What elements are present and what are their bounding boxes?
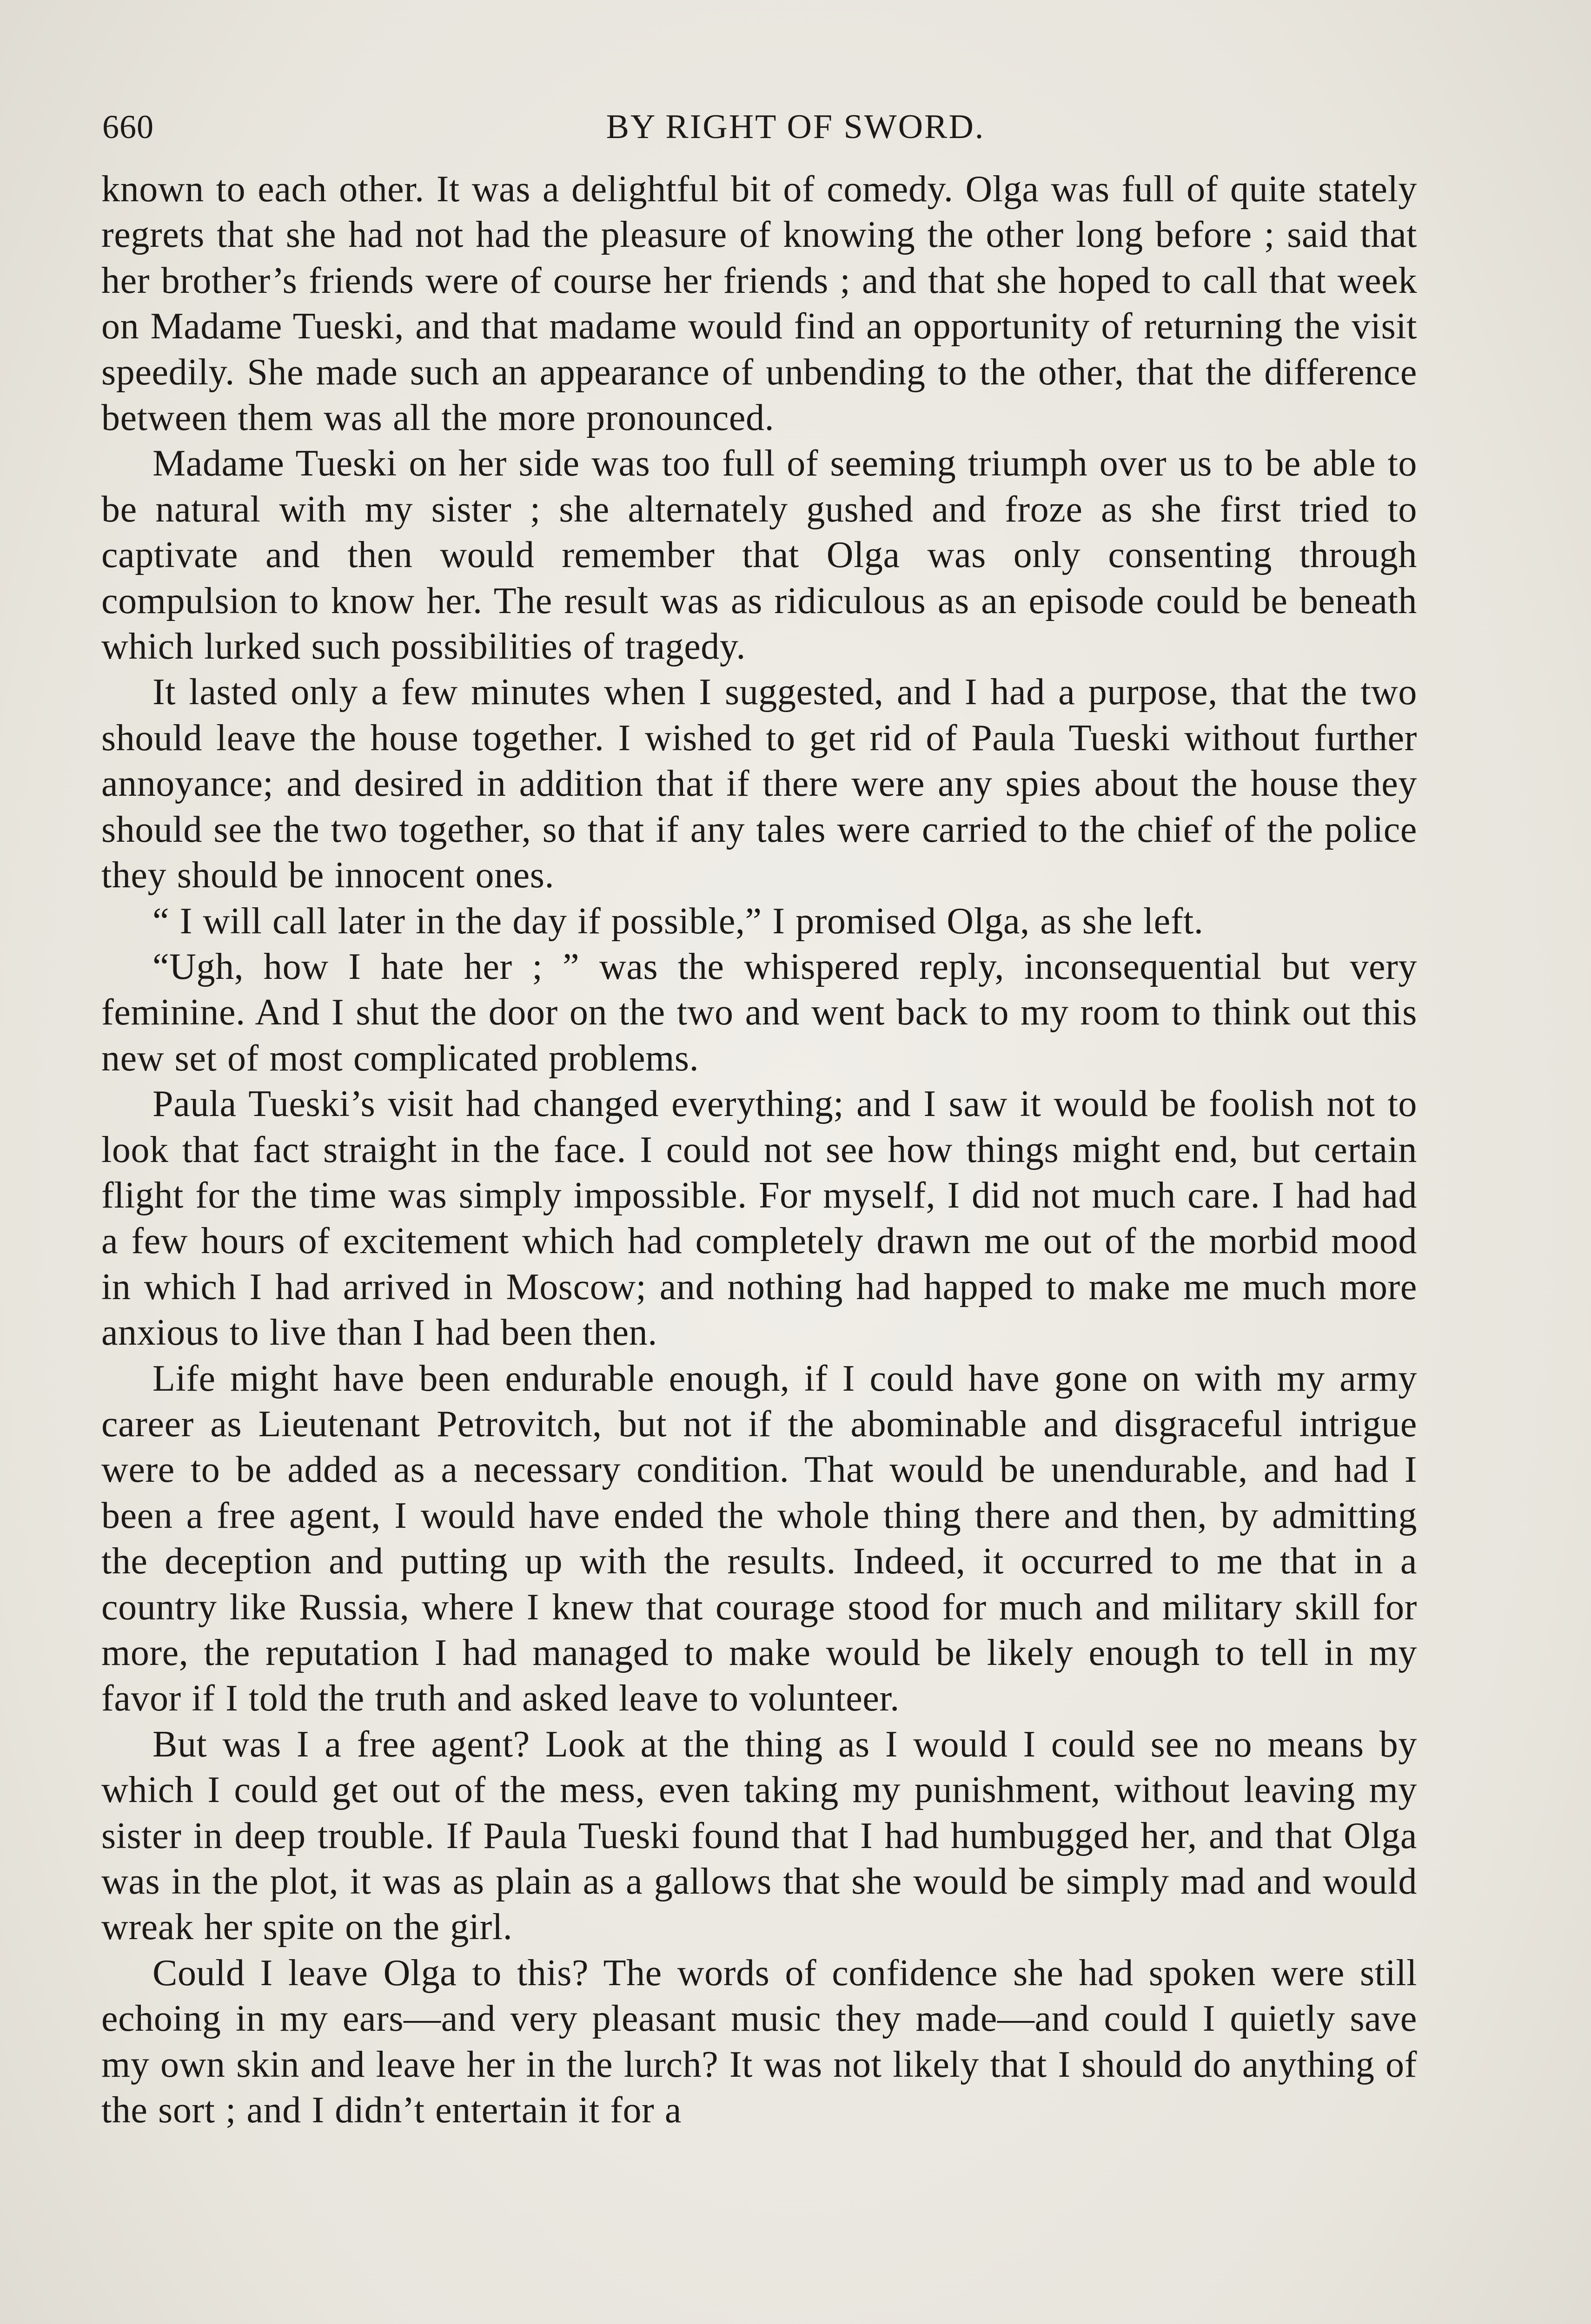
paragraph: Paula Tueski’s visit had changed everything; and I saw it would be foolish not to look that fact straight in the face. I could not see how things might end, but certain flight for the time was simply impossible. For myself, I did not much care. I had had a few hours of excitement which had completely drawn me out of the morbid mood in which I had arrived in Moscow; and nothing had happed to make me much more anxious to live than I had been then. bbox=[101, 1083, 1417, 1353]
page-number: 660 bbox=[102, 108, 154, 145]
paragraph: “ I will call later in the day if possible,” I promised Olga, as she left. bbox=[152, 900, 1204, 942]
paragraph: It lasted only a few minutes when I suggested, and I had a purpose, that the two should leave the house together. I wished to get rid of Paula Tueski without further annoyance; and desired in addition that if there were any spies about the house they should see the two together, so that if any tales were carried to the chief of the police they should be innocent ones. bbox=[101, 672, 1417, 896]
paragraph: “Ugh, how I hate her ; ” was the whispered reply, inconsequential but very feminine. And I shut the door on the two and went back to my room to think out this new set of most complicated problems. bbox=[101, 946, 1417, 1079]
paragraph: Could I leave Olga to this? The words of confidence she had spoken were still echoing in my ears—and very pleasant music they made—and could I quietly save my own skin and leave her in the lurch? It was not likely that I should do anything of the sort ; and I didn’t entertain it for a bbox=[101, 1952, 1417, 2131]
body-text bbox=[101, 166, 1417, 2133]
paragraph: known to each other. It was a delightful bit of comedy. Olga was full of quite stately regrets that she had not had the pleasure of knowing the other long before ; said that her brother’s friends were of course her friends ; and that she hoped to call that week on Madame Tueski, and that madame would find an opportunity of returning the visit speedily. She made such an appearance of unbending to the other, that the difference between them was all the more pronounced. bbox=[101, 169, 1417, 439]
paragraph: Life might have been endurable enough, if I could have gone on with my army career as Lieutenant Petrovitch, but not if the abominable and disgraceful intrigue were to be added as a necessary condition. That would be unendurable, and had I been a free agent, I would have ended the whole thing there and then, by admitting the deception and putting up with the results. Indeed, it occurred to me that in a country like Russia, where I knew that courage stood for much and military skill for more, the reputation I had managed to make would be likely enough to tell in my favor if I told the truth and asked leave to volunteer. bbox=[101, 1358, 1417, 1719]
running-title: BY RIGHT OF SWORD. bbox=[606, 108, 985, 146]
paragraph: Madame Tueski on her side was too full of seeming triumph over us to be able to be natural with my sister ; she alternately gushed and froze as she first tried to captivate and then would remember that Olga was only consenting through compulsion to know her. The result was as ridiculous as an episode could be beneath which lurked such possibilities of tragedy. bbox=[101, 443, 1417, 667]
paragraph: But was I a free agent? Look at the thing as I would I could see no means by which I could get out of the mess, even taking my punishment, without leaving my sister in deep trouble. If Paula Tueski found that I had humbugged her, and that Olga was in the plot, it was as plain as a gallows that she would be simply mad and would wreak her spite on the girl. bbox=[101, 1723, 1417, 1948]
